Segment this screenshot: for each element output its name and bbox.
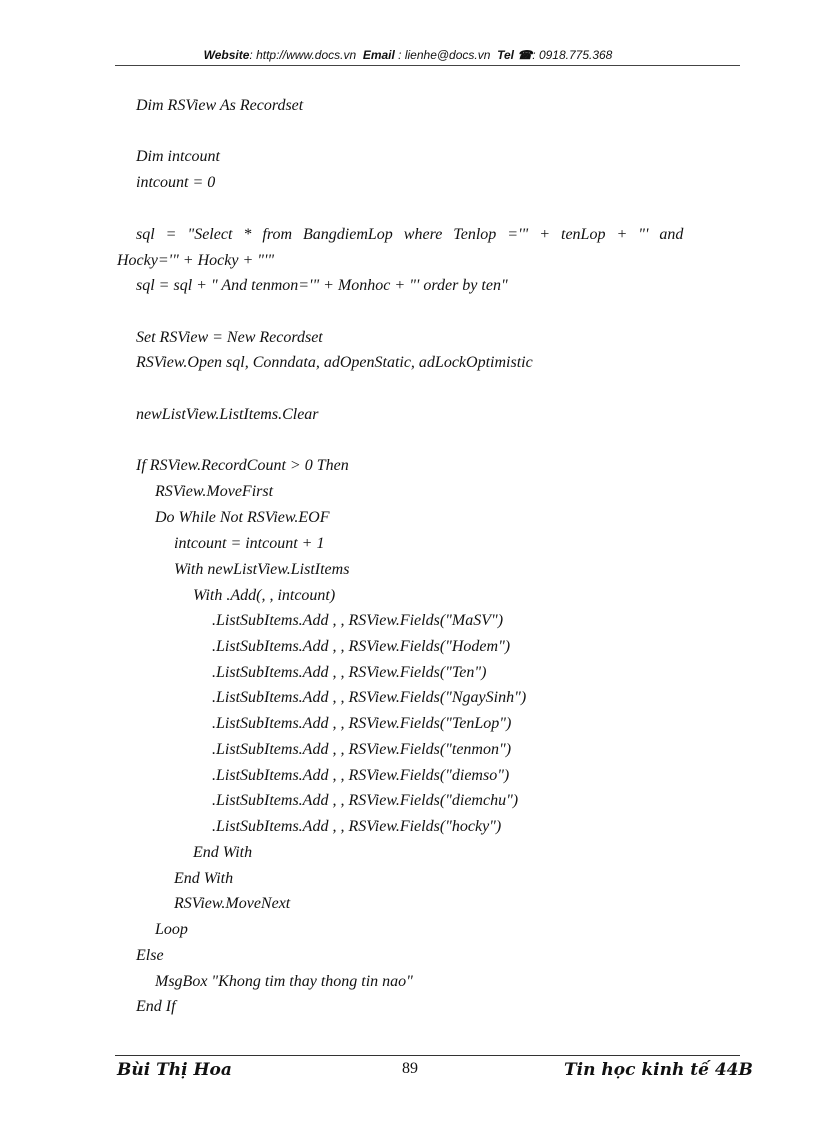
tel-label: Tel <box>497 48 514 62</box>
code-line: .ListSubItems.Add , , RSView.Fields("hocky") <box>212 818 502 835</box>
code-line: MsgBox "Khong tim thay thong tin nao" <box>155 973 413 990</box>
code-line: .ListSubItems.Add , , RSView.Fields("TenLop") <box>212 715 512 732</box>
code-line: RSView.MoveFirst <box>155 483 274 500</box>
code-line: .ListSubItems.Add , , RSView.Fields("tenmon") <box>212 741 512 758</box>
website-label: Website <box>203 48 250 62</box>
code-line: .ListSubItems.Add , , RSView.Fields("Hodem") <box>212 638 511 655</box>
code-line: Dim RSView As Recordset <box>136 97 304 114</box>
code-line: intcount = intcount + 1 <box>174 535 325 552</box>
email-label: Email <box>362 48 395 62</box>
code-line: .ListSubItems.Add , , RSView.Fields("Ten") <box>212 664 487 681</box>
code-line: RSView.Open sql, Conndata, adOpenStatic, adLockOptimistic <box>136 354 533 371</box>
code-line: End If <box>136 998 176 1015</box>
code-line: .ListSubItems.Add , , RSView.Fields("diemso") <box>212 767 510 784</box>
code-line: Dim intcount <box>136 148 220 165</box>
footer-course: Tin học kinh tế 44B <box>564 1060 753 1080</box>
footer-author: Bùi Thị Hoa <box>117 1060 232 1080</box>
code-line: sql = "Select * from BangdiemLop where Tenlop ='" + tenLop + "' and <box>136 226 684 243</box>
code-line: Set RSView = New Recordset <box>136 329 323 346</box>
code-line: Hocky='" + Hocky + "'" <box>117 252 275 269</box>
code-line: With .Add(, , intcount) <box>193 587 336 604</box>
code-line: .ListSubItems.Add , , RSView.Fields("diemchu") <box>212 792 519 809</box>
footer-divider <box>115 1055 740 1056</box>
code-line: Do While Not RSView.EOF <box>155 509 330 526</box>
code-line: sql = sql + " And tenmon='" + Monhoc + "' order by ten" <box>136 277 508 294</box>
phone-icon: ☎ <box>517 48 533 62</box>
website-value: : http://www.docs.vn <box>249 48 357 62</box>
code-line: .ListSubItems.Add , , RSView.Fields("MaSV") <box>212 612 504 629</box>
code-line: intcount = 0 <box>136 174 216 191</box>
code-line: End With <box>193 844 253 861</box>
email-value: : lienhe@docs.vn <box>398 48 491 62</box>
code-line: Else <box>136 947 164 964</box>
tel-value: : 0918.775.368 <box>532 48 613 62</box>
code-line: .ListSubItems.Add , , RSView.Fields("NgaySinh") <box>212 689 527 706</box>
page-header <box>0 48 816 62</box>
code-line: If RSView.RecordCount > 0 Then <box>136 457 349 474</box>
header-divider <box>115 65 740 66</box>
code-line: Loop <box>155 921 188 938</box>
code-line: RSView.MoveNext <box>174 895 291 912</box>
code-line: newListView.ListItems.Clear <box>136 406 319 423</box>
page-number: 89 <box>402 1060 418 1077</box>
code-line: With newListView.ListItems <box>174 561 350 578</box>
code-line: End With <box>174 870 234 887</box>
